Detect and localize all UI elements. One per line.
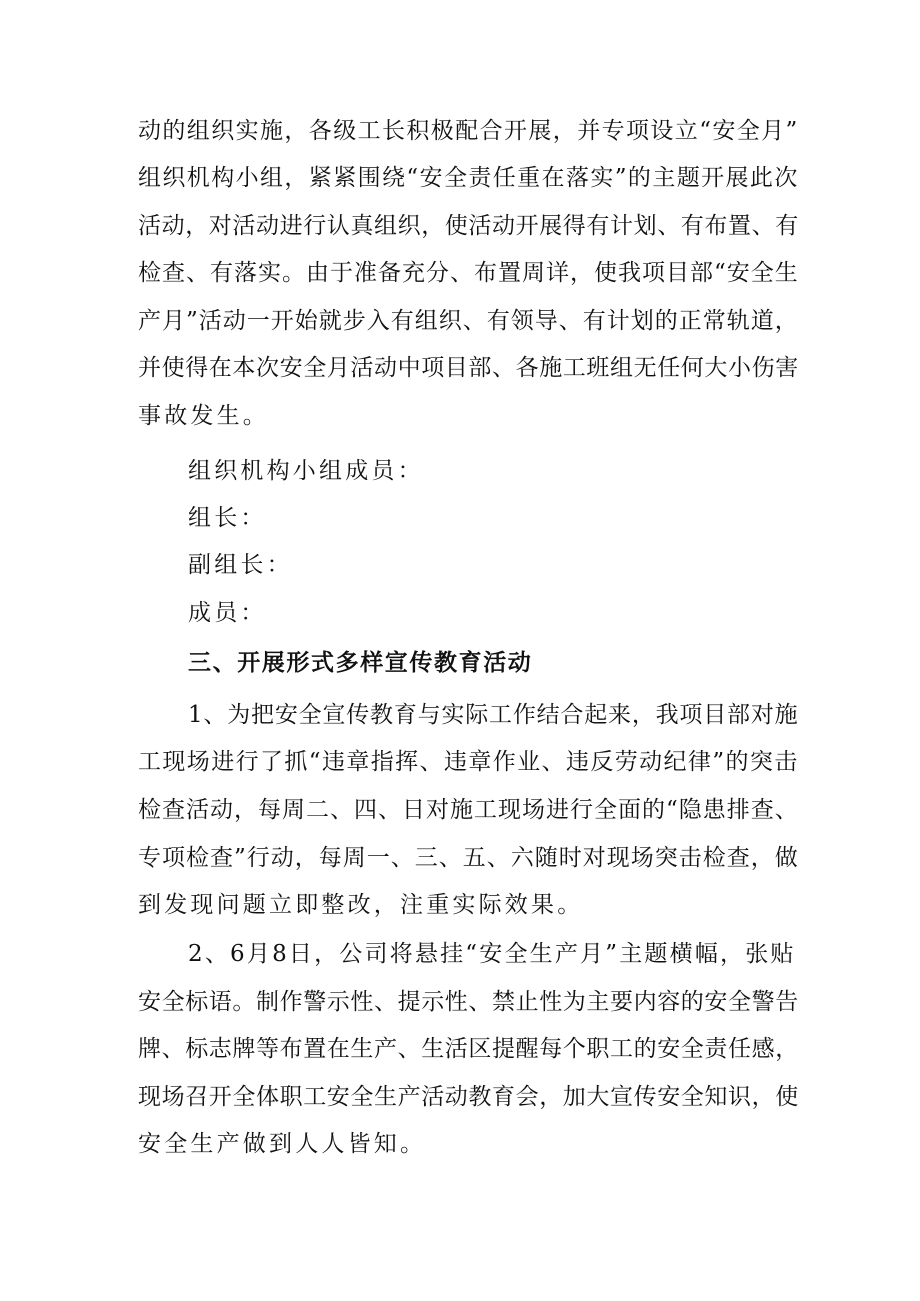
paragraph-line: 动的组织实施，各级工长积极配合开展，并专项设立“安全月” bbox=[138, 118, 799, 144]
paragraph-line: 检查活动，每周二、四、日对施工现场进行全面的“隐患排查、 bbox=[138, 797, 799, 823]
paragraph-line: 产月”活动一开始就步入有组织、有领导、有计划的正常轨道， bbox=[138, 308, 799, 334]
paragraph-line: 活动，对活动进行认真组织，使活动开展得有计划、有布置、有 bbox=[138, 213, 799, 239]
deputy-leader-label: 副组长： bbox=[188, 552, 293, 578]
paragraph-line: 到发现问题立即整改，注重实际效果。 bbox=[138, 892, 584, 918]
paragraph-line: 并使得在本次安全月活动中项目部、各施工班组无任何大小伤害 bbox=[138, 355, 799, 381]
paragraph-line: 事故发生。 bbox=[138, 403, 269, 429]
paragraph-line: 工现场进行了抓“违章指挥、违章作业、违反劳动纪律”的突击 bbox=[138, 749, 799, 775]
paragraph-line: 检查、有落实。由于准备充分、布置周详，使我项目部“安全生 bbox=[138, 260, 799, 286]
paragraph-line: 2、6月8日，公司将悬挂“安全生产月”主题横幅，张贴 bbox=[188, 941, 796, 967]
section-heading: 三、开展形式多样宣传教育活动 bbox=[188, 649, 533, 676]
org-members-label: 组织机构小组成员： bbox=[188, 458, 424, 484]
members-label: 成员： bbox=[188, 600, 267, 626]
paragraph-line: 安全标语。制作警示性、提示性、禁止性为主要内容的安全警告 bbox=[138, 989, 799, 1015]
paragraph-line: 1、为把安全宣传教育与实际工作结合起来，我项目部对施 bbox=[188, 702, 799, 728]
paragraph-line: 现场召开全体职工安全生产活动教育会，加大宣传安全知识，使 bbox=[138, 1084, 799, 1110]
paragraph-line: 安全生产做到人人皆知。 bbox=[138, 1131, 427, 1157]
paragraph-line: 专项检查”行动，每周一、三、五、六随时对现场突击检查，做 bbox=[138, 845, 799, 871]
paragraph-line: 组织机构小组，紧紧围绕“安全责任重在落实”的主题开展此次 bbox=[138, 165, 799, 191]
paragraph-line: 牌、标志牌等布置在生产、生活区提醒每个职工的安全责任感， bbox=[138, 1036, 799, 1062]
leader-label: 组长： bbox=[188, 505, 267, 531]
